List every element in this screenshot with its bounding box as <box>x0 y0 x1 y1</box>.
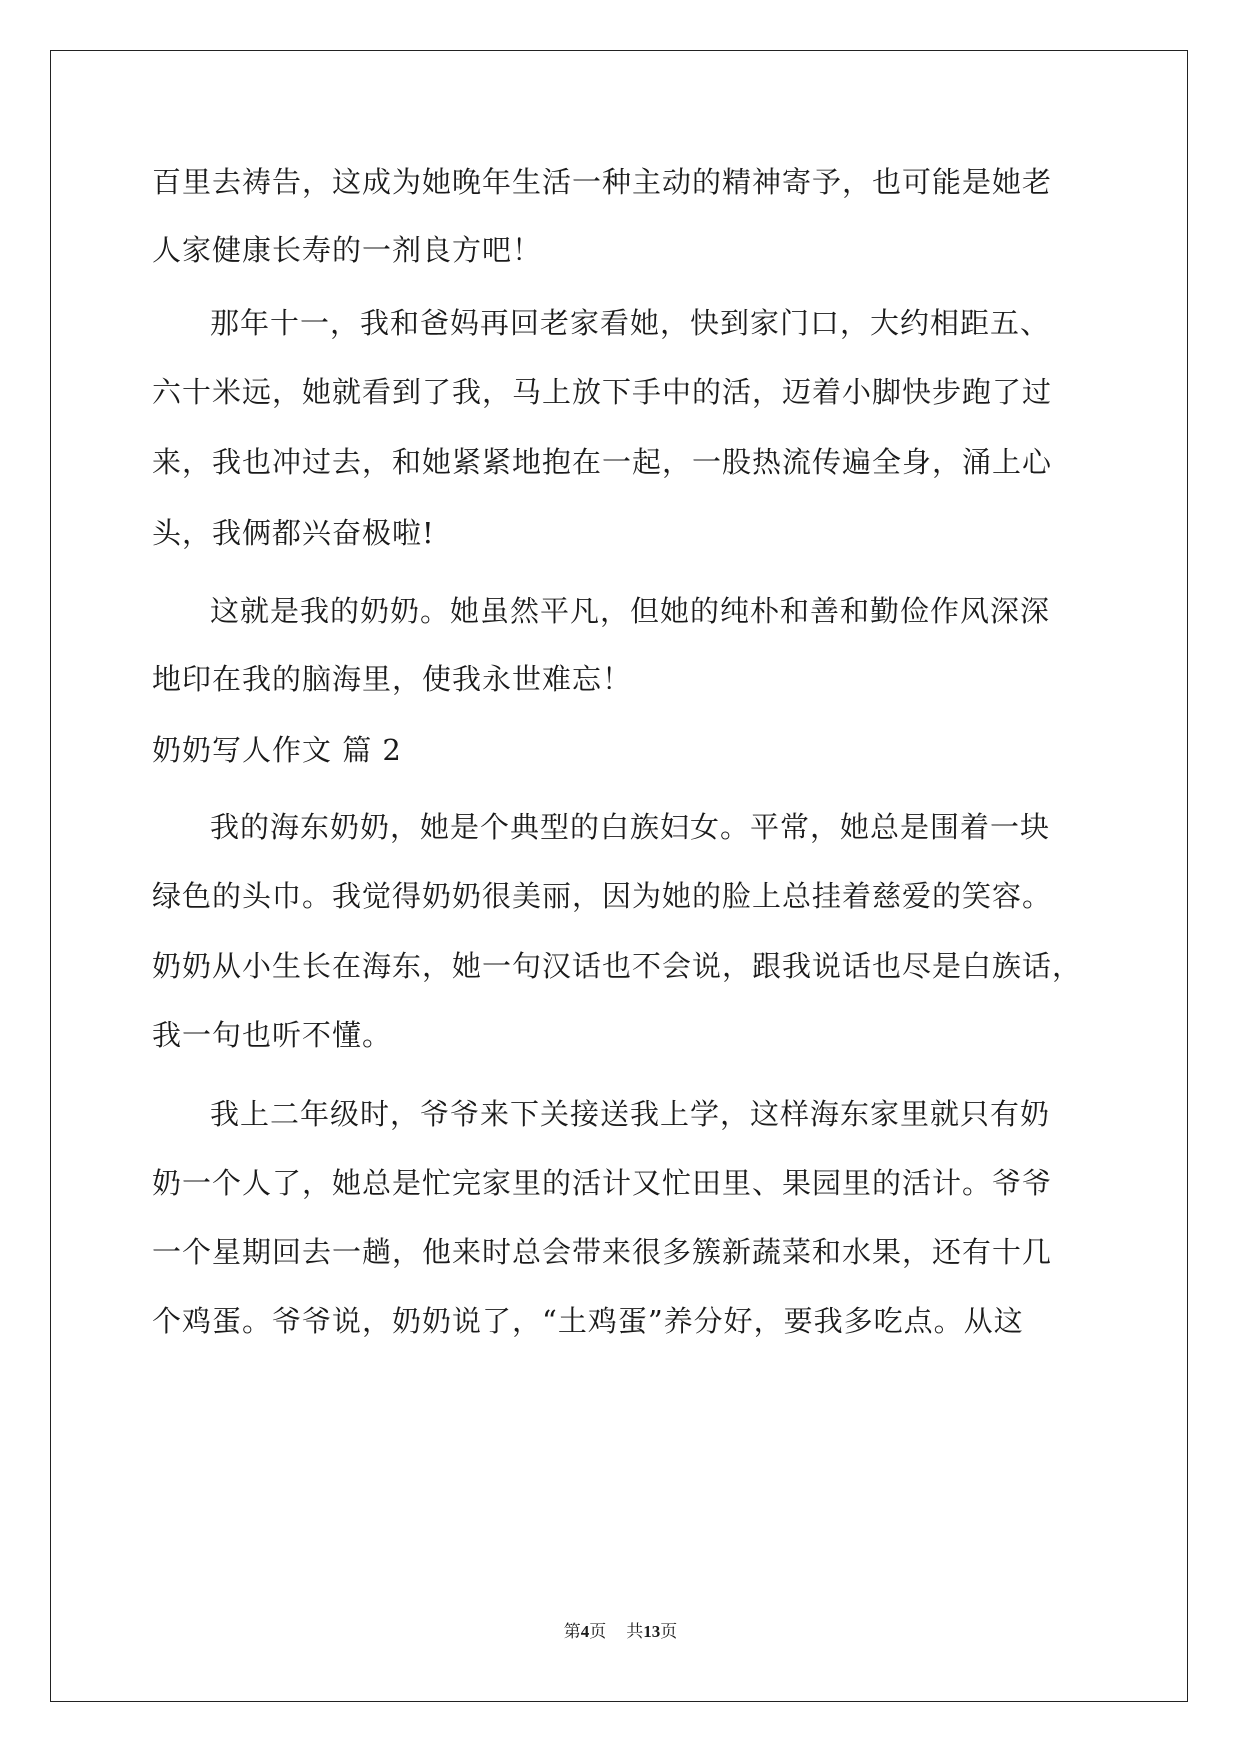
total-pages: 13 <box>643 1622 661 1641</box>
paragraph-line: 百里去祷告，这成为她晚年生活一种主动的精神寄予，也可能是她老 <box>152 165 1053 199</box>
paragraph-line: 头，我俩都兴奋极啦! <box>152 516 435 550</box>
paragraph-line: 我一句也听不懂。 <box>152 1018 393 1052</box>
paragraph-line: 那年十一，我和爸妈再回老家看她，快到家门口，大约相距五、 <box>210 306 1051 340</box>
paragraph-line: 我上二年级时，爷爷来下关接送我上学，这样海东家里就只有奶 <box>210 1097 1051 1131</box>
total-prefix: 共 <box>626 1622 644 1642</box>
total-suffix: 页 <box>660 1622 678 1642</box>
paragraph-line: 地印在我的脑海里，使我永世难忘！ <box>152 662 633 696</box>
paragraph-line: 一个星期回去一趟，他来时总会带来很多簇新蔬菜和水果，还有十几 <box>152 1235 1053 1269</box>
paragraph-line: 我的海东奶奶，她是个典型的白族妇女。平常，她总是围着一块 <box>210 810 1051 844</box>
paragraph-line: 奶一个人了，她总是忙完家里的活计又忙田里、果园里的活计。爷爷 <box>152 1166 1053 1200</box>
section-heading: 奶奶写人作文 篇 2 <box>152 733 402 767</box>
paragraph-line: 绿色的头巾。我觉得奶奶很美丽，因为她的脸上总挂着慈爱的笑容。 <box>152 879 1053 913</box>
page-suffix: 页 <box>589 1622 607 1642</box>
paragraph-line: 六十米远，她就看到了我，马上放下手中的活，迈着小脚快步跑了过 <box>152 375 1053 409</box>
paragraph-line: 这就是我的奶奶。她虽然平凡，但她的纯朴和善和勤俭作风深深 <box>210 594 1051 628</box>
paragraph-line: 人家健康长寿的一剂良方吧！ <box>152 233 543 267</box>
page-footer <box>0 1620 1241 1644</box>
paragraph-line: 来，我也冲过去，和她紧紧地抱在一起，一股热流传遍全身，涌上心 <box>152 445 1053 479</box>
page-number: 4 <box>580 1622 590 1641</box>
page-prefix: 第 <box>563 1622 581 1642</box>
paragraph-line: 个鸡蛋。爷爷说，奶奶说了，“土鸡蛋”养分好，要我多吃点。从这 <box>152 1304 1024 1338</box>
paragraph-line: 奶奶从小生长在海东，她一句汉话也不会说，跟我说话也尽是白族话， <box>152 949 1083 983</box>
